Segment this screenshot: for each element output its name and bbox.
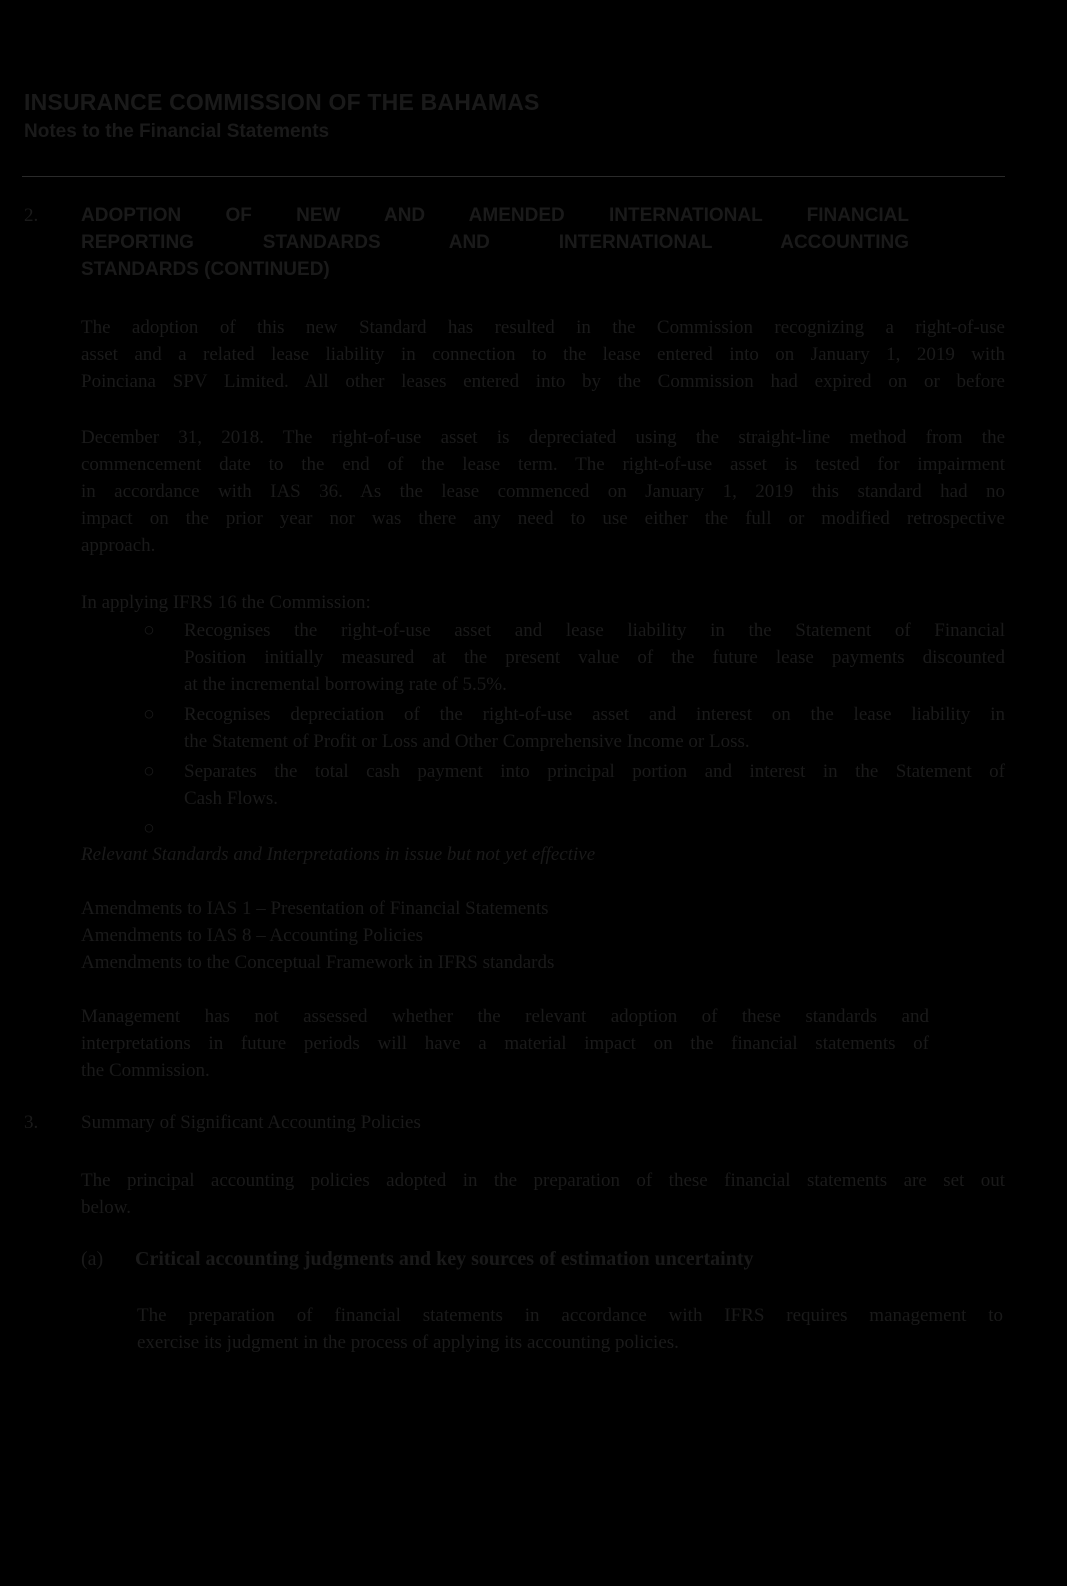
paragraph-line: in accordance with IAS 36. As the lease commenced on January 1, 2019 this standard had no [81, 481, 1005, 502]
amendment-line: Amendments to the Conceptual Framework in IFRS standards [81, 952, 555, 973]
paragraph-line: commencement date to the end of the lease term. The right-of-use asset is tested for impairment [81, 454, 1005, 475]
management-paragraph [81, 1003, 929, 1084]
paragraph-line: The preparation of financial statements in accordance with IFRS requires management to [137, 1305, 1003, 1326]
bullet-line: at the incremental borrowing rate of 5.5%. [184, 674, 507, 695]
bullet-line: Recognises depreciation of the right-of-use asset and interest on the lease liability in [184, 704, 1005, 725]
bullet-icon: ○ [143, 761, 155, 782]
paragraph-line: impact on the prior year nor was there any need to use either the full or modified retrospective [81, 508, 1005, 529]
paragraph-line: interpretations in future periods will have a material impact on the financial statements of [81, 1033, 929, 1054]
bullet-line: Separates the total cash payment into principal portion and interest in the Statement of [184, 761, 1005, 782]
amendment-line: Amendments to IAS 8 – Accounting Policies [81, 925, 423, 946]
list-item [81, 701, 1005, 755]
document-subtitle: Notes to the Financial Statements [24, 121, 330, 142]
section-2-heading-line: ADOPTION OF NEW AND AMENDED INTERNATIONAL FINANCIAL [81, 205, 909, 226]
paragraph-line: Management has not assessed whether the relevant adoption of these standards and [81, 1006, 929, 1027]
paragraph-line: December 31, 2018. The right-of-use asset is depreciated using the straight-line method from the [81, 427, 1005, 448]
list-item [81, 758, 1005, 812]
judgment-paragraph [137, 1302, 1003, 1356]
bullet-icon: ○ [143, 704, 155, 725]
paragraph-line: below. [81, 1197, 131, 1218]
amendment-line: Amendments to IAS 1 – Presentation of Financial Statements [81, 898, 549, 919]
ifrs16-intro: In applying IFRS 16 the Commission: [81, 592, 371, 613]
section-2-heading-line: STANDARDS (CONTINUED) [81, 259, 330, 280]
policies-intro-paragraph [81, 1167, 1005, 1221]
bullet-line: the Statement of Profit or Loss and Other Comprehensive Income or Loss. [184, 731, 750, 752]
bullet-line: Recognises the right-of-use asset and lease liability in the Statement of Financial [184, 620, 1005, 641]
bullet-line: Cash Flows. [184, 788, 278, 809]
paragraph-line: The adoption of this new Standard has resulted in the Commission recognizing a right-of-use [81, 317, 1005, 338]
subsection-a-heading: Critical accounting judgments and key sources of estimation uncertainty [135, 1248, 754, 1270]
paragraph-line: approach. [81, 535, 156, 556]
section-2-heading [81, 202, 909, 283]
section-2-heading-line: REPORTING STANDARDS AND INTERNATIONAL ACCOUNTING [81, 232, 909, 253]
relevant-standards-heading: Relevant Standards and Interpretations in issue but not yet effective [81, 844, 596, 865]
paragraph-line: The principal accounting policies adopted in the preparation of these financial statements are set out [81, 1170, 1005, 1191]
ifrs16-bullet-list [81, 617, 1005, 845]
list-item [81, 617, 1005, 698]
section-3-number: 3. [24, 1112, 39, 1133]
depreciation-paragraph [81, 424, 1005, 559]
bullet-icon: ○ [143, 620, 155, 641]
section-2-number: 2. [24, 205, 39, 226]
section-3-heading: Summary of Significant Accounting Policies [81, 1112, 421, 1133]
document-title: INSURANCE COMMISSION OF THE BAHAMAS [24, 89, 540, 115]
paragraph-line: asset and a related lease liability in connection to the lease entered into on January 1, 2019 with [81, 344, 1005, 365]
bullet-line: Position initially measured at the present value of the future lease payments discounted [184, 647, 1005, 668]
paragraph-line: Poinciana SPV Limited. All other leases entered into by the Commission had expired on or before [81, 371, 1005, 392]
subsection-a-label: (a) [81, 1248, 104, 1270]
list-item [81, 815, 1005, 842]
paragraph-line: exercise its judgment in the process of applying its accounting policies. [137, 1332, 679, 1353]
bullet-icon: ○ [143, 818, 155, 839]
header-divider [22, 176, 1005, 177]
adoption-paragraph [81, 314, 1005, 395]
paragraph-line: the Commission. [81, 1060, 210, 1081]
